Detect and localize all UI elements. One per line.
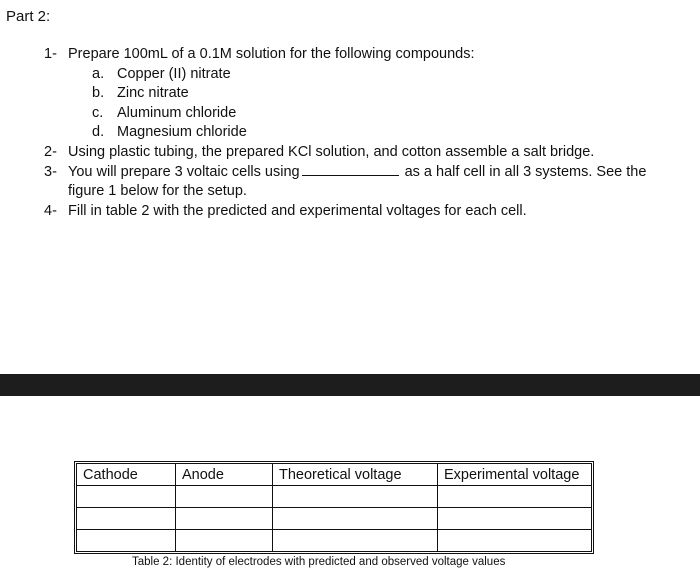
list-letter: a. [92, 65, 105, 82]
header-anode: Anode [176, 464, 273, 486]
step-number: 4- [44, 202, 57, 219]
step-number: 1- [44, 46, 57, 62]
table-header-row [77, 464, 592, 486]
list-item [92, 65, 684, 85]
table-cell [273, 486, 438, 508]
table-caption: Table 2: Identity of electrodes with predicted and observed voltage values [132, 556, 506, 568]
table-cell [77, 508, 176, 530]
list-item [92, 104, 684, 124]
table-cell [176, 486, 273, 508]
step-1 [44, 45, 684, 65]
table-cell [176, 530, 273, 552]
list-item [92, 84, 684, 104]
table-cell [273, 508, 438, 530]
list-item [92, 123, 684, 143]
dark-divider-band [0, 374, 700, 396]
list-text: Copper (II) nitrate [117, 65, 231, 82]
step-text: Using plastic tubing, the prepared KCl solution, and cotton assemble a salt bridge. [68, 143, 595, 160]
voltage-table [76, 463, 592, 552]
list-letter: b. [92, 85, 105, 102]
table-cell [438, 508, 592, 530]
step-text-after-blank: as a half cell in all 3 systems. See the figure 1 below for the setup. [68, 163, 647, 200]
part-title: Part 2: [6, 8, 51, 25]
table-row [77, 486, 592, 508]
step-number: 3- [44, 163, 57, 180]
step-2 [44, 143, 684, 163]
step-4 [44, 202, 684, 222]
step-text: Prepare 100mL of a 0.1M solution for the following compounds: [68, 46, 475, 62]
fill-in-blank [302, 163, 399, 176]
table-cell [77, 530, 176, 552]
compound-list [92, 65, 684, 143]
list-text: Magnesium chloride [117, 124, 247, 141]
table-row [77, 530, 592, 552]
step-text-before-blank: You will prepare 3 voltaic cells using [68, 163, 300, 180]
instruction-list [44, 45, 684, 221]
header-cathode: Cathode [77, 464, 176, 486]
step-number: 2- [44, 143, 57, 160]
list-text: Zinc nitrate [117, 85, 189, 102]
table-cell [438, 486, 592, 508]
table-row [77, 508, 592, 530]
table-cell [273, 530, 438, 552]
list-letter: d. [92, 124, 105, 141]
step-text: Fill in table 2 with the predicted and experimental voltages for each cell. [68, 202, 527, 219]
list-letter: c. [92, 104, 104, 121]
header-experimental-voltage: Experimental voltage [438, 464, 592, 486]
list-text: Aluminum chloride [117, 104, 237, 121]
table-cell [77, 486, 176, 508]
table-cell [176, 508, 273, 530]
table-cell [438, 530, 592, 552]
header-theoretical-voltage: Theoretical voltage [273, 464, 438, 486]
step-text [68, 163, 684, 202]
step-3 [44, 163, 684, 202]
